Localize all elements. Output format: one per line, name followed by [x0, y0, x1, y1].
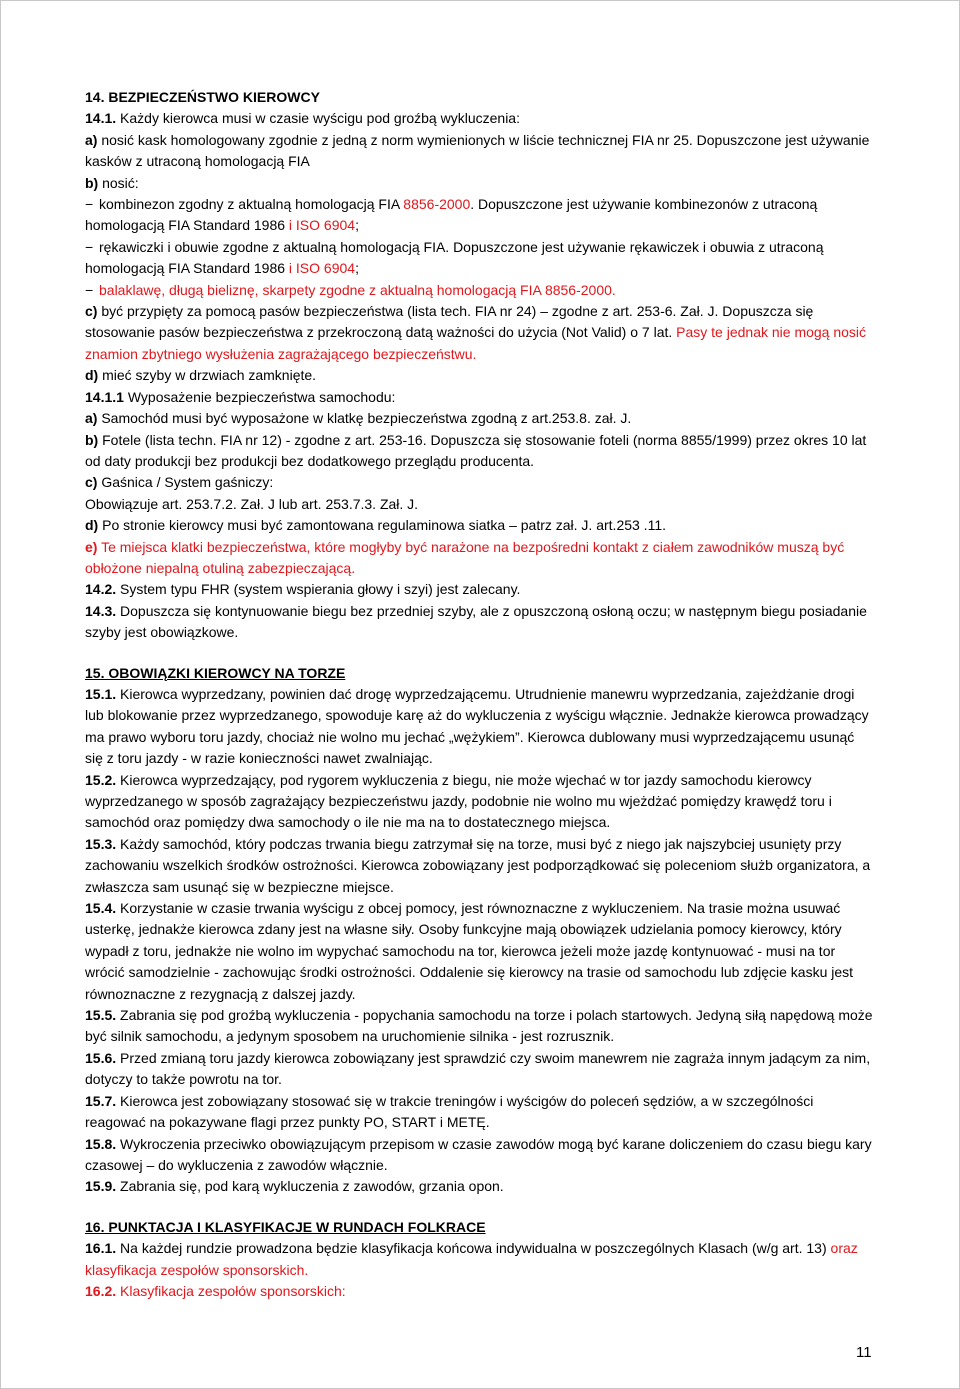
item-14-a: a) nosić kask homologowany zgodnie z jedną z norm wymienionych w liście technicznej FIA nr 25. Dopuszczone jest używanie kasków z utraconą homologacją FIA	[85, 131, 870, 170]
equipment-item-c: c) Gaśnica / System gaśniczy:	[85, 474, 274, 491]
section-heading-16: 16. PUNKTACJA I KLASYFIKACJE W RUNDACH FOLKRACE	[85, 1218, 486, 1235]
dash-bullet-icon: −	[85, 238, 94, 255]
paragraph-15-1: 15.1. Kierowca wyprzedzany, powinien dać drogę wyprzedzającemu. Utrudnienie manewru wyprzedzania, zajeżdżanie drogi lub blokowanie przez wyprzedzanego, spowoduje karę aż do wykluczenia z wyścigu włącznie. Jednakże kierowca prowadzący ma prawo wyboru toru jazdy, chociaż nie wolno mu jechać „wężykiem”. Kierowca dublowany musi wyprzedzającemu usunąć się z toru jazdy - w razie konieczności nawet zwalniając.	[85, 685, 869, 767]
paragraph-14-1-1: 14.1.1 Wyposażenie bezpieczeństwa samochodu:	[85, 388, 396, 405]
equipment-item-a: a) Samochód musi być wyposażone w klatkę bezpieczeństwa zgodną z art.253.8. zał. J.	[85, 410, 632, 427]
document-body	[85, 87, 875, 1302]
paragraph-14-1: 14.1. Każdy kierowca musi w czasie wyścigu pod groźbą wykluczenia:	[85, 110, 520, 127]
paragraph-15-6: 15.6. Przed zmianą toru jazdy kierowca zobowiązany jest sprawdzić czy swoim manewrem nie zagraża innym jadącym za nim, dotyczy to także powrotu na tor.	[85, 1049, 871, 1088]
equipment-item-b: b) Fotele (lista techn. FIA nr 12) - zgodne z art. 253-16. Dopuszcza się stosowanie foteli (norma 8855/1999) przez okres 10 lat od daty produkcji bez produkcji bez dodatkowego przeglądu producenta.	[85, 431, 867, 469]
paragraph-15-5: 15.5. Zabrania się pod groźbą wykluczenia - popychania samochodu na torze i polach startowych. Jedyną siłą napędową może być silnik samochodu, a jedynym sposobem na uruchomienie silnika - jest rozrusznik.	[85, 1007, 873, 1045]
paragraph-16-2: 16.2. Klasyfikacja zespołów sponsorskich:	[85, 1282, 346, 1299]
item-14-c: c) być przypięty za pomocą pasów bezpieczeństwa (lista tech. FIA nr 24) – zgodne z art. 253-6. Zał. J. Dopuszcza się stosowanie pasów bezpieczeństwa z przekroczoną datą ważności do użycia (Not Valid) o 7 lat. Pasy te jednak nie mogą nosić znamion zbytniego wysłużenia zagrażającego bezpieczeństwu.	[85, 303, 867, 362]
paragraph-15-9: 15.9. Zabrania się, pod karą wykluczenia z zawodów, grzania opon.	[85, 1178, 504, 1195]
paragraph-15-8: 15.8. Wykroczenia przeciwko obowiązującym przepisom w czasie zawodów mogą być karane doliczeniem do czasu biegu kary czasowej – do wykluczenia z zawodów włącznie.	[85, 1135, 872, 1173]
paragraph-14-2: 14.2. System typu FHR (system wspierania głowy i szyi) jest zalecany.	[85, 581, 521, 598]
equipment-item-e: e) Te miejsca klatki bezpieczeństwa, które mogłyby być narażone na bezpośredni kontakt z ciałem zawodników muszą być obłożone niepalną otuliną zabezpieczającą.	[85, 538, 845, 576]
paragraph-15-7: 15.7. Kierowca jest zobowiązany stosować się w trakcie treningów i wyścigów do poleceń sędziów, a w szczególności reagować na pokazywane flagi przez punkty PO, START i METĘ.	[85, 1092, 814, 1131]
section-heading-14: 14. BEZPIECZEŃSTWO KIEROWCY	[85, 89, 320, 105]
item-14-d: d) mieć szyby w drzwiach zamknięte.	[85, 367, 317, 384]
dash-item-gloves: − rękawiczki i obuwie zgodne z aktualną homologacją FIA. Dopuszczone jest używanie rękawiczek i obuwia z utraconą homologacją FIA Standard 1986 i ISO 6904;	[85, 238, 824, 277]
dash-item-coverall: − kombinezon zgodny z aktualną homologacją FIA 8856-2000. Dopuszczone jest używanie kombinezonów z utraconą homologacją FIA Standard 1986 i ISO 6904;	[85, 196, 818, 234]
dash-item-balaclava: − balaklawę, długą bieliznę, skarpety zgodne z aktualną homologacją FIA 8856-2000.	[85, 280, 875, 301]
equipment-item-c-detail: Obowiązuje art. 253.7.2. Zał. J lub art. 253.7.3. Zał. J.	[85, 495, 419, 512]
equipment-item-d: d) Po stronie kierowcy musi być zamontowana regulaminowa siatka – patrz zał. J. art.253 .11.	[85, 517, 666, 534]
paragraph-16-1: 16.1. Na każdej rundzie prowadzona będzie klasyfikacja końcowa indywidualna w poszczególnych Klasach (w/g art. 13) oraz klasyfikacja zespołów sponsorskich.	[85, 1240, 858, 1278]
section-spacer	[85, 644, 875, 663]
paragraph-14-3: 14.3. Dopuszcza się kontynuowanie biegu bez przedniej szyby, ale z opuszczoną osłoną oczu; w następnym biegu posiadanie szyby jest obowiązkowe.	[85, 602, 867, 641]
dash-bullet-icon: −	[85, 196, 94, 213]
paragraph-15-3: 15.3. Każdy samochód, który podczas trwania biegu zatrzymał się na torze, musi być z niego jak najszybciej usunięty przy zachowaniu wszelkich środków ostrożności. Kierowca zobowiązany jest podporządkować się poleceniom służb organizatora, a zwłaszcza sam usunąć się w bezpieczne miejsce.	[85, 835, 871, 895]
paragraph-15-4: 15.4. Korzystanie w czasie trwania wyścigu z obcej pomocy, jest równoznaczne z wykluczeniem. Na trasie można usuwać usterkę, jednakże kierowca zdany jest na własne siły. Osoby funkcyjne mają obowiązek udzielania pomocy kierowcy, który wypadł z toru, jednakże nie wolno im wypychać samochodu na tor, kierowca jeżeli może jazdę kontynuować - musi na tor wrócić samodzielnie - zachowując środki ostrożności. Oddalenie się kierowcy na trasie od samochodu lub zdjęcie kasku jest równoznaczne z rezygnacją z dalszej jazdy.	[85, 900, 854, 1002]
paragraph-15-2: 15.2. Kierowca wyprzedzający, pod rygorem wykluczenia z biegu, nie może wjechać w tor jazdy samochodu kierowcy wyprzedzanego w sposób zagrażający bezpieczeństwu jazdy, podobnie nie wolno mu wjeżdżać pomiędzy krawędź toru i samochód oraz pomiędzy dwa samochody o ile nie ma na to dostatecznego miejsca.	[85, 771, 832, 831]
dash-bullet-icon: −	[85, 281, 94, 298]
section-heading-15: 15. OBOWIĄZKI KIEROWCY NA TORZE	[85, 664, 346, 681]
section-spacer	[85, 1198, 875, 1217]
item-14-b: b) nosić:	[85, 174, 139, 191]
page-number: 11	[856, 1344, 872, 1361]
